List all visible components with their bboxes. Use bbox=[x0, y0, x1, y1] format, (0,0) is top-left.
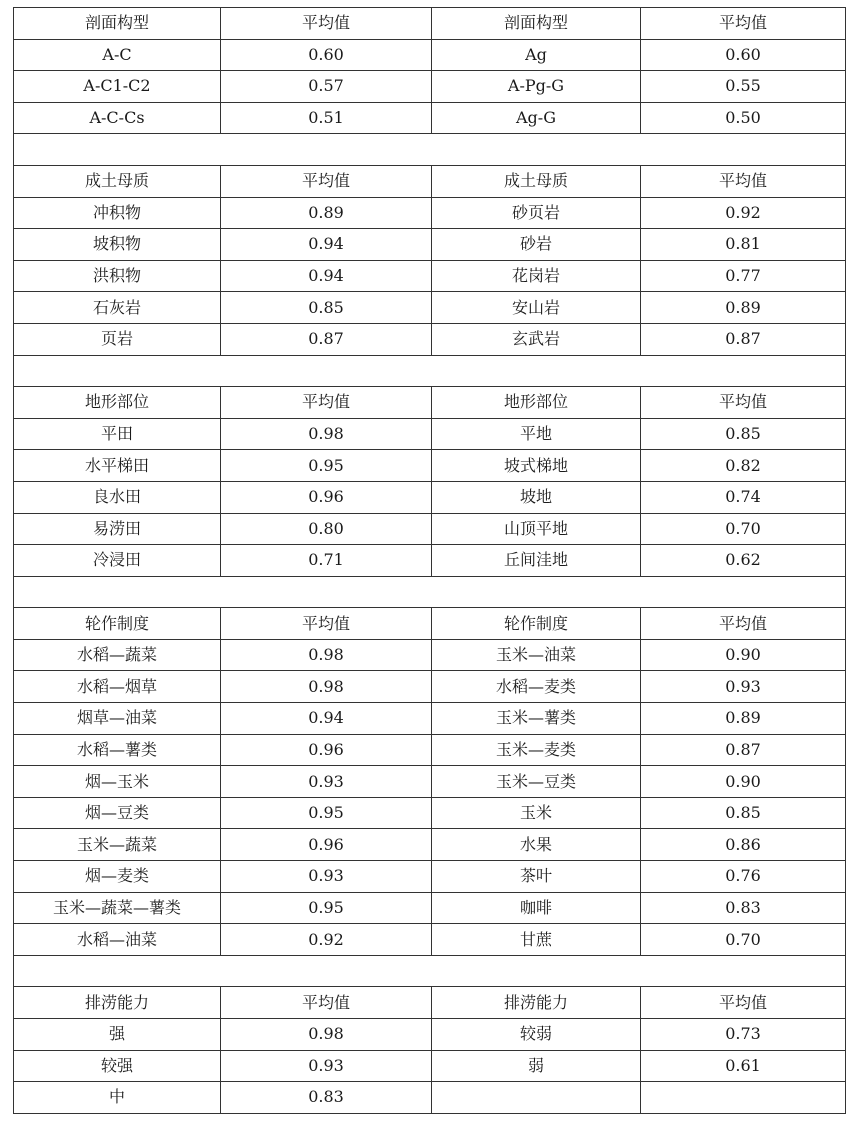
table-row bbox=[14, 102, 846, 134]
section-separator bbox=[14, 576, 846, 608]
blank-row bbox=[14, 134, 846, 166]
category-cell: A-C1-C2 bbox=[14, 71, 221, 103]
table-row bbox=[14, 734, 846, 766]
table-row bbox=[14, 229, 846, 261]
mean-header: 平均值 bbox=[221, 608, 432, 640]
mean-value-cell: 0.85 bbox=[221, 292, 432, 324]
category-header: 地形部位 bbox=[14, 387, 221, 419]
mean-value-cell: 0.85 bbox=[641, 797, 846, 829]
mean-value-cell: 0.98 bbox=[221, 418, 432, 450]
coefficient-table bbox=[13, 7, 846, 1114]
mean-value-cell: 0.55 bbox=[641, 71, 846, 103]
category-header: 轮作制度 bbox=[432, 608, 641, 640]
category-cell: 砂岩 bbox=[432, 229, 641, 261]
table-row bbox=[14, 260, 846, 292]
table-row bbox=[14, 513, 846, 545]
table-row bbox=[14, 39, 846, 71]
category-cell: 弱 bbox=[432, 1050, 641, 1082]
category-cell: 冷浸田 bbox=[14, 545, 221, 577]
mean-value-cell: 0.86 bbox=[641, 829, 846, 861]
category-cell: 玉米—麦类 bbox=[432, 734, 641, 766]
category-cell: 中 bbox=[14, 1082, 221, 1114]
mean-value-cell: 0.83 bbox=[221, 1082, 432, 1114]
section-separator bbox=[14, 355, 846, 387]
category-cell: Ag bbox=[432, 39, 641, 71]
mean-value-cell: 0.83 bbox=[641, 892, 846, 924]
mean-value-cell: 0.81 bbox=[641, 229, 846, 261]
mean-value-cell: 0.95 bbox=[221, 797, 432, 829]
category-cell: 平地 bbox=[432, 418, 641, 450]
section-separator bbox=[14, 134, 846, 166]
mean-value-cell: 0.51 bbox=[221, 102, 432, 134]
mean-value-cell: 0.62 bbox=[641, 545, 846, 577]
category-cell: 山顶平地 bbox=[432, 513, 641, 545]
category-cell: 烟—豆类 bbox=[14, 797, 221, 829]
category-cell: 安山岩 bbox=[432, 292, 641, 324]
mean-header: 平均值 bbox=[221, 387, 432, 419]
table-row bbox=[14, 797, 846, 829]
category-cell: 易涝田 bbox=[14, 513, 221, 545]
category-cell: A-C-Cs bbox=[14, 102, 221, 134]
category-cell: 洪积物 bbox=[14, 260, 221, 292]
category-cell: 坡积物 bbox=[14, 229, 221, 261]
category-header: 地形部位 bbox=[432, 387, 641, 419]
category-cell: 花岗岩 bbox=[432, 260, 641, 292]
mean-header: 平均值 bbox=[641, 165, 846, 197]
category-cell: 茶叶 bbox=[432, 861, 641, 893]
mean-value-cell: 0.61 bbox=[641, 1050, 846, 1082]
mean-value-cell: 0.73 bbox=[641, 1019, 846, 1051]
mean-value-cell: 0.80 bbox=[221, 513, 432, 545]
mean-header: 平均值 bbox=[641, 987, 846, 1019]
category-cell: 玉米—蔬菜 bbox=[14, 829, 221, 861]
mean-value-cell: 0.85 bbox=[641, 418, 846, 450]
category-cell: 水平梯田 bbox=[14, 450, 221, 482]
mean-header: 平均值 bbox=[221, 165, 432, 197]
mean-value-cell: 0.89 bbox=[641, 292, 846, 324]
mean-value-cell: 0.98 bbox=[221, 639, 432, 671]
mean-value-cell: 0.94 bbox=[221, 229, 432, 261]
mean-header: 平均值 bbox=[641, 387, 846, 419]
blank-row bbox=[14, 355, 846, 387]
category-cell bbox=[432, 1082, 641, 1114]
table-row bbox=[14, 418, 846, 450]
category-cell: 水稻—薯类 bbox=[14, 734, 221, 766]
table-row bbox=[14, 639, 846, 671]
section-separator bbox=[14, 955, 846, 987]
category-cell: Ag-G bbox=[432, 102, 641, 134]
table-row bbox=[14, 292, 846, 324]
mean-value-cell: 0.93 bbox=[221, 1050, 432, 1082]
table-row bbox=[14, 71, 846, 103]
category-cell: 玉米—薯类 bbox=[432, 703, 641, 735]
category-header: 排涝能力 bbox=[432, 987, 641, 1019]
mean-value-cell: 0.95 bbox=[221, 892, 432, 924]
category-cell: 玄武岩 bbox=[432, 323, 641, 355]
section-header-row bbox=[14, 987, 846, 1019]
mean-header: 平均值 bbox=[641, 608, 846, 640]
category-header: 轮作制度 bbox=[14, 608, 221, 640]
mean-value-cell: 0.57 bbox=[221, 71, 432, 103]
table-row bbox=[14, 892, 846, 924]
section-header-row bbox=[14, 8, 846, 40]
mean-value-cell: 0.93 bbox=[221, 861, 432, 893]
category-cell: 烟—麦类 bbox=[14, 861, 221, 893]
mean-value-cell: 0.92 bbox=[641, 197, 846, 229]
table-row bbox=[14, 703, 846, 735]
category-cell: 页岩 bbox=[14, 323, 221, 355]
table-row bbox=[14, 1082, 846, 1114]
mean-value-cell: 0.76 bbox=[641, 861, 846, 893]
mean-header: 平均值 bbox=[641, 8, 846, 40]
table-row bbox=[14, 861, 846, 893]
category-header: 剖面构型 bbox=[432, 8, 641, 40]
mean-value-cell: 0.71 bbox=[221, 545, 432, 577]
section-header-row bbox=[14, 608, 846, 640]
category-header: 排涝能力 bbox=[14, 987, 221, 1019]
category-cell: 水果 bbox=[432, 829, 641, 861]
category-cell: 水稻—麦类 bbox=[432, 671, 641, 703]
category-cell: 咖啡 bbox=[432, 892, 641, 924]
mean-value-cell: 0.93 bbox=[641, 671, 846, 703]
category-header: 成土母质 bbox=[432, 165, 641, 197]
table-row bbox=[14, 1019, 846, 1051]
category-cell: 较强 bbox=[14, 1050, 221, 1082]
mean-value-cell: 0.87 bbox=[641, 734, 846, 766]
category-cell: A-C bbox=[14, 39, 221, 71]
mean-value-cell: 0.89 bbox=[221, 197, 432, 229]
mean-value-cell: 0.87 bbox=[221, 323, 432, 355]
category-cell: 丘间洼地 bbox=[432, 545, 641, 577]
mean-value-cell: 0.70 bbox=[641, 924, 846, 956]
mean-value-cell: 0.74 bbox=[641, 481, 846, 513]
category-header: 成土母质 bbox=[14, 165, 221, 197]
mean-value-cell: 0.92 bbox=[221, 924, 432, 956]
table-row bbox=[14, 450, 846, 482]
mean-value-cell: 0.82 bbox=[641, 450, 846, 482]
category-cell: 烟—玉米 bbox=[14, 766, 221, 798]
category-cell: 玉米—蔬菜—薯类 bbox=[14, 892, 221, 924]
category-cell: 坡地 bbox=[432, 481, 641, 513]
category-cell: 水稻—油菜 bbox=[14, 924, 221, 956]
mean-value-cell: 0.60 bbox=[641, 39, 846, 71]
table-row bbox=[14, 829, 846, 861]
category-cell: 石灰岩 bbox=[14, 292, 221, 324]
blank-row bbox=[14, 576, 846, 608]
category-cell: 玉米—豆类 bbox=[432, 766, 641, 798]
category-cell: 水稻—烟草 bbox=[14, 671, 221, 703]
mean-value-cell: 0.77 bbox=[641, 260, 846, 292]
table-row bbox=[14, 766, 846, 798]
table-row bbox=[14, 481, 846, 513]
mean-value-cell: 0.98 bbox=[221, 1019, 432, 1051]
section-header-row bbox=[14, 387, 846, 419]
table-row bbox=[14, 197, 846, 229]
mean-value-cell: 0.87 bbox=[641, 323, 846, 355]
table-row bbox=[14, 323, 846, 355]
mean-value-cell: 0.89 bbox=[641, 703, 846, 735]
mean-value-cell: 0.94 bbox=[221, 260, 432, 292]
category-cell: 较弱 bbox=[432, 1019, 641, 1051]
table-row bbox=[14, 671, 846, 703]
mean-value-cell: 0.50 bbox=[641, 102, 846, 134]
table-row bbox=[14, 1050, 846, 1082]
category-cell: A-Pg-G bbox=[432, 71, 641, 103]
mean-value-cell: 0.96 bbox=[221, 481, 432, 513]
table-row bbox=[14, 545, 846, 577]
mean-value-cell: 0.96 bbox=[221, 829, 432, 861]
category-cell: 冲积物 bbox=[14, 197, 221, 229]
category-cell: 强 bbox=[14, 1019, 221, 1051]
mean-value-cell: 0.90 bbox=[641, 639, 846, 671]
mean-value-cell: 0.95 bbox=[221, 450, 432, 482]
category-cell: 砂页岩 bbox=[432, 197, 641, 229]
category-cell: 甘蔗 bbox=[432, 924, 641, 956]
section-header-row bbox=[14, 165, 846, 197]
category-cell: 良水田 bbox=[14, 481, 221, 513]
table-row bbox=[14, 924, 846, 956]
mean-header: 平均值 bbox=[221, 8, 432, 40]
blank-row bbox=[14, 955, 846, 987]
mean-value-cell bbox=[641, 1082, 846, 1114]
mean-value-cell: 0.94 bbox=[221, 703, 432, 735]
mean-value-cell: 0.70 bbox=[641, 513, 846, 545]
category-cell: 玉米 bbox=[432, 797, 641, 829]
mean-value-cell: 0.98 bbox=[221, 671, 432, 703]
category-cell: 平田 bbox=[14, 418, 221, 450]
category-cell: 水稻—蔬菜 bbox=[14, 639, 221, 671]
mean-value-cell: 0.60 bbox=[221, 39, 432, 71]
category-cell: 烟草—油菜 bbox=[14, 703, 221, 735]
category-cell: 玉米—油菜 bbox=[432, 639, 641, 671]
mean-value-cell: 0.93 bbox=[221, 766, 432, 798]
mean-header: 平均值 bbox=[221, 987, 432, 1019]
table-body bbox=[14, 8, 846, 1114]
category-header: 剖面构型 bbox=[14, 8, 221, 40]
category-cell: 坡式梯地 bbox=[432, 450, 641, 482]
mean-value-cell: 0.96 bbox=[221, 734, 432, 766]
mean-value-cell: 0.90 bbox=[641, 766, 846, 798]
